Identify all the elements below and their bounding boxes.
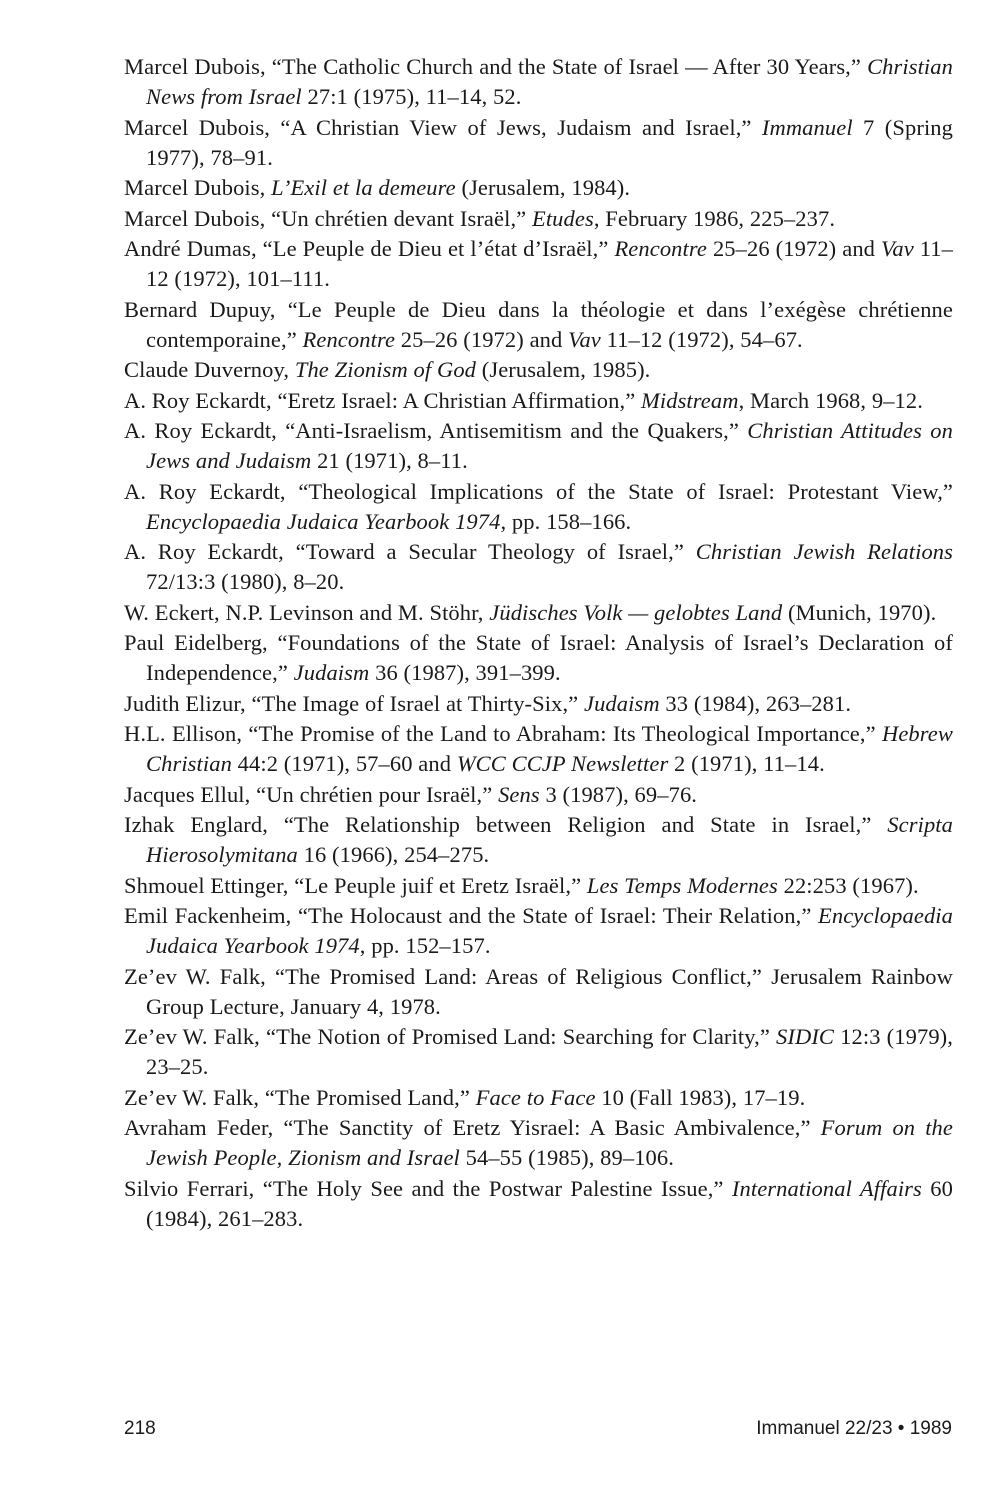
entry-title: Encyclopaedia Judaica Yearbook 1974 <box>146 903 953 958</box>
bibliography-entry <box>124 204 953 234</box>
entry-text: , pp. 152–157. <box>359 933 491 958</box>
bibliography-entry <box>124 780 953 810</box>
entry-text: Avraham Feder, “The Sanctity of Eretz Yisrael: A Basic Ambivalence,” <box>124 1115 821 1140</box>
entry-text: Silvio Ferrari, “The Holy See and the Postwar Palestine Issue,” <box>124 1175 732 1201</box>
bibliography-entry <box>124 173 953 203</box>
entry-text: Judith Elizur, “The Image of Israel at Thirty-Six,” <box>124 690 584 716</box>
entry-text: 25–26 (1972) and <box>706 236 881 261</box>
entry-text: , March 1968, 9–12. <box>738 387 923 413</box>
entry-text: W. Eckert, N.P. Levinson and M. Stöhr, <box>124 599 490 625</box>
entry-title: WCC CCJP Newsletter <box>456 751 669 776</box>
bibliography-entry <box>124 416 953 476</box>
bibliography-entry <box>124 1083 953 1113</box>
bibliography-list <box>124 52 953 1234</box>
journal-issue: Immanuel 22/23 • 1989 <box>756 1418 952 1439</box>
entry-text: A. Roy Eckardt, “Theological Implications of the State of Israel: Protestant View,” <box>124 478 953 504</box>
bibliography-entry <box>124 355 953 385</box>
entry-title: Face to Face <box>475 1084 596 1110</box>
entry-title: Christian Jewish Relations <box>695 539 953 564</box>
entry-text: 12:3 (1979), 23–25. <box>146 1024 953 1079</box>
entry-text: Jacques Ellul, “Un chrétien pour Israël,” <box>124 781 499 807</box>
entry-text: Marcel Dubois, “Un chrétien devant Israël,” <box>124 205 532 231</box>
entry-text: , February 1986, 225–237. <box>593 205 836 231</box>
entry-text: A. Roy Eckardt, “Anti-Israelism, Antisemitism and the Quakers,” <box>124 418 748 443</box>
entry-text: 3 (1987), 69–76. <box>539 781 698 807</box>
entry-text: A. Roy Eckardt, “Eretz Israel: A Christian Affirmation,” <box>124 387 642 413</box>
entry-title: Sens <box>498 781 540 807</box>
bibliography-entry <box>124 52 953 112</box>
bibliography-entry <box>124 598 953 628</box>
bibliography-entry <box>124 1174 953 1234</box>
bibliography-entry <box>124 628 953 688</box>
entry-text: Bernard Dupuy, “Le Peuple de Dieu dans la théologie et dans l’exégèse chrétienne contemporaine,” <box>124 296 953 352</box>
entry-text: (Jerusalem, 1985). <box>476 357 651 382</box>
entry-title: Scripta Hierosolymitana <box>146 812 953 867</box>
entry-text: 22:253 (1967). <box>777 872 919 898</box>
entry-title: L’Exil et la demeure <box>271 175 456 200</box>
entry-text: Izhak Englard, “The Relationship between Religion and State in Israel,” <box>124 812 888 837</box>
page-number: 218 <box>124 1418 156 1439</box>
entry-title: Judaism <box>293 660 370 685</box>
entry-text: 36 (1987), 391–399. <box>369 660 561 685</box>
entry-text: (Jerusalem, 1984). <box>455 175 631 200</box>
bibliography-entry <box>124 477 953 537</box>
entry-text: 11–12 (1972), 101–111. <box>146 236 953 291</box>
entry-title: Judaism <box>584 690 660 716</box>
entry-title: Christian News from Israel <box>146 54 953 109</box>
entry-title: Rencontre <box>302 326 396 352</box>
entry-text: Marcel Dubois, <box>124 175 272 200</box>
bibliography-entry <box>124 962 953 1022</box>
entry-text: 11–12 (1972), 54–67. <box>600 326 803 352</box>
entry-text: Emil Fackenheim, “The Holocaust and the State of Israel: Their Relation,” <box>124 903 818 928</box>
bibliography-entry <box>124 1113 953 1173</box>
entry-title: Jüdisches Volk — gelobtes Land <box>489 599 783 625</box>
entry-text: , pp. 158–166. <box>500 508 632 534</box>
entry-title: Forum on the Jewish People, Zionism and Israel <box>146 1115 953 1170</box>
entry-text: Paul Eidelberg, “Foundations of the State of Israel: Analysis of Israel’s Declaration of Independence,” <box>124 630 953 685</box>
entry-title: Midstream <box>641 387 739 413</box>
entry-text: 44:2 (1971), 57–60 and <box>231 751 457 776</box>
entry-text: 7 (Spring 1977), 78–91. <box>146 114 953 170</box>
entry-text: 25–26 (1972) and <box>395 326 569 352</box>
bibliography-entry <box>124 719 953 779</box>
bibliography-entry <box>124 234 953 294</box>
entry-text: André Dumas, “Le Peuple de Dieu et l’état d’Israël,” <box>124 236 615 261</box>
entry-text: A. Roy Eckardt, “Toward a Secular Theology of Israel,” <box>124 539 696 564</box>
entry-text: H.L. Ellison, “The Promise of the Land to Abraham: Its Theological Importance,” <box>124 721 882 746</box>
bibliography-entry <box>124 386 953 416</box>
entry-text: 21 (1971), 8–11. <box>311 448 468 473</box>
entry-title: Rencontre <box>614 236 707 261</box>
entry-title: Vav <box>568 326 601 352</box>
entry-title: Encyclopaedia Judaica Yearbook 1974 <box>146 508 501 534</box>
bibliography-entry <box>124 810 953 870</box>
entry-text: 2 (1971), 11–14. <box>668 751 825 776</box>
entry-text: Claude Duvernoy, <box>124 357 295 382</box>
entry-title: Les Temps Modernes <box>586 872 778 898</box>
bibliography-entry <box>124 113 953 173</box>
entry-text: 60 (1984), 261–283. <box>146 1175 953 1231</box>
entry-title: SIDIC <box>776 1024 835 1049</box>
bibliography-entry <box>124 537 953 597</box>
entry-title: Christian Attitudes on Jews and Judaism <box>146 418 953 473</box>
entry-title: Hebrew Christian <box>146 721 953 776</box>
entry-title: Immanuel <box>761 114 853 140</box>
entry-text: 54–55 (1985), 89–106. <box>459 1145 674 1170</box>
bibliography-entry <box>124 901 953 961</box>
entry-text: 27:1 (1975), 11–14, 52. <box>301 84 522 109</box>
entry-title: Vav <box>881 236 914 261</box>
entry-text: Marcel Dubois, “A Christian View of Jews, Judaism and Israel,” <box>124 114 762 140</box>
entry-text: 33 (1984), 263–281. <box>659 690 852 716</box>
entry-text: Shmouel Ettinger, “Le Peuple juif et Eretz Israël,” <box>124 872 587 898</box>
bibliography-entry <box>124 871 953 901</box>
entry-title: The Zionism of God <box>294 357 477 382</box>
entry-text: (Munich, 1970). <box>782 599 937 625</box>
entry-title: Etudes <box>531 205 594 231</box>
bibliography-entry <box>124 1022 953 1082</box>
entry-text: Ze’ev W. Falk, “The Promised Land,” <box>124 1084 476 1110</box>
entry-title: International Affairs <box>731 1175 922 1201</box>
entry-text: Marcel Dubois, “The Catholic Church and the State of Israel — After 30 Years,” <box>124 54 868 79</box>
entry-text: 10 (Fall 1983), 17–19. <box>595 1084 806 1110</box>
bibliography-entry <box>124 689 953 719</box>
entry-text: 72/13:3 (1980), 8–20. <box>146 569 345 594</box>
entry-text: 16 (1966), 254–275. <box>297 842 490 867</box>
entry-text: Ze’ev W. Falk, “The Promised Land: Areas of Religious Conflict,” Jerusalem Rainbow Group Lecture, January 4, 1978. <box>124 963 953 1019</box>
bibliography-entry <box>124 295 953 355</box>
entry-text: Ze’ev W. Falk, “The Notion of Promised Land: Searching for Clarity,” <box>124 1024 777 1049</box>
